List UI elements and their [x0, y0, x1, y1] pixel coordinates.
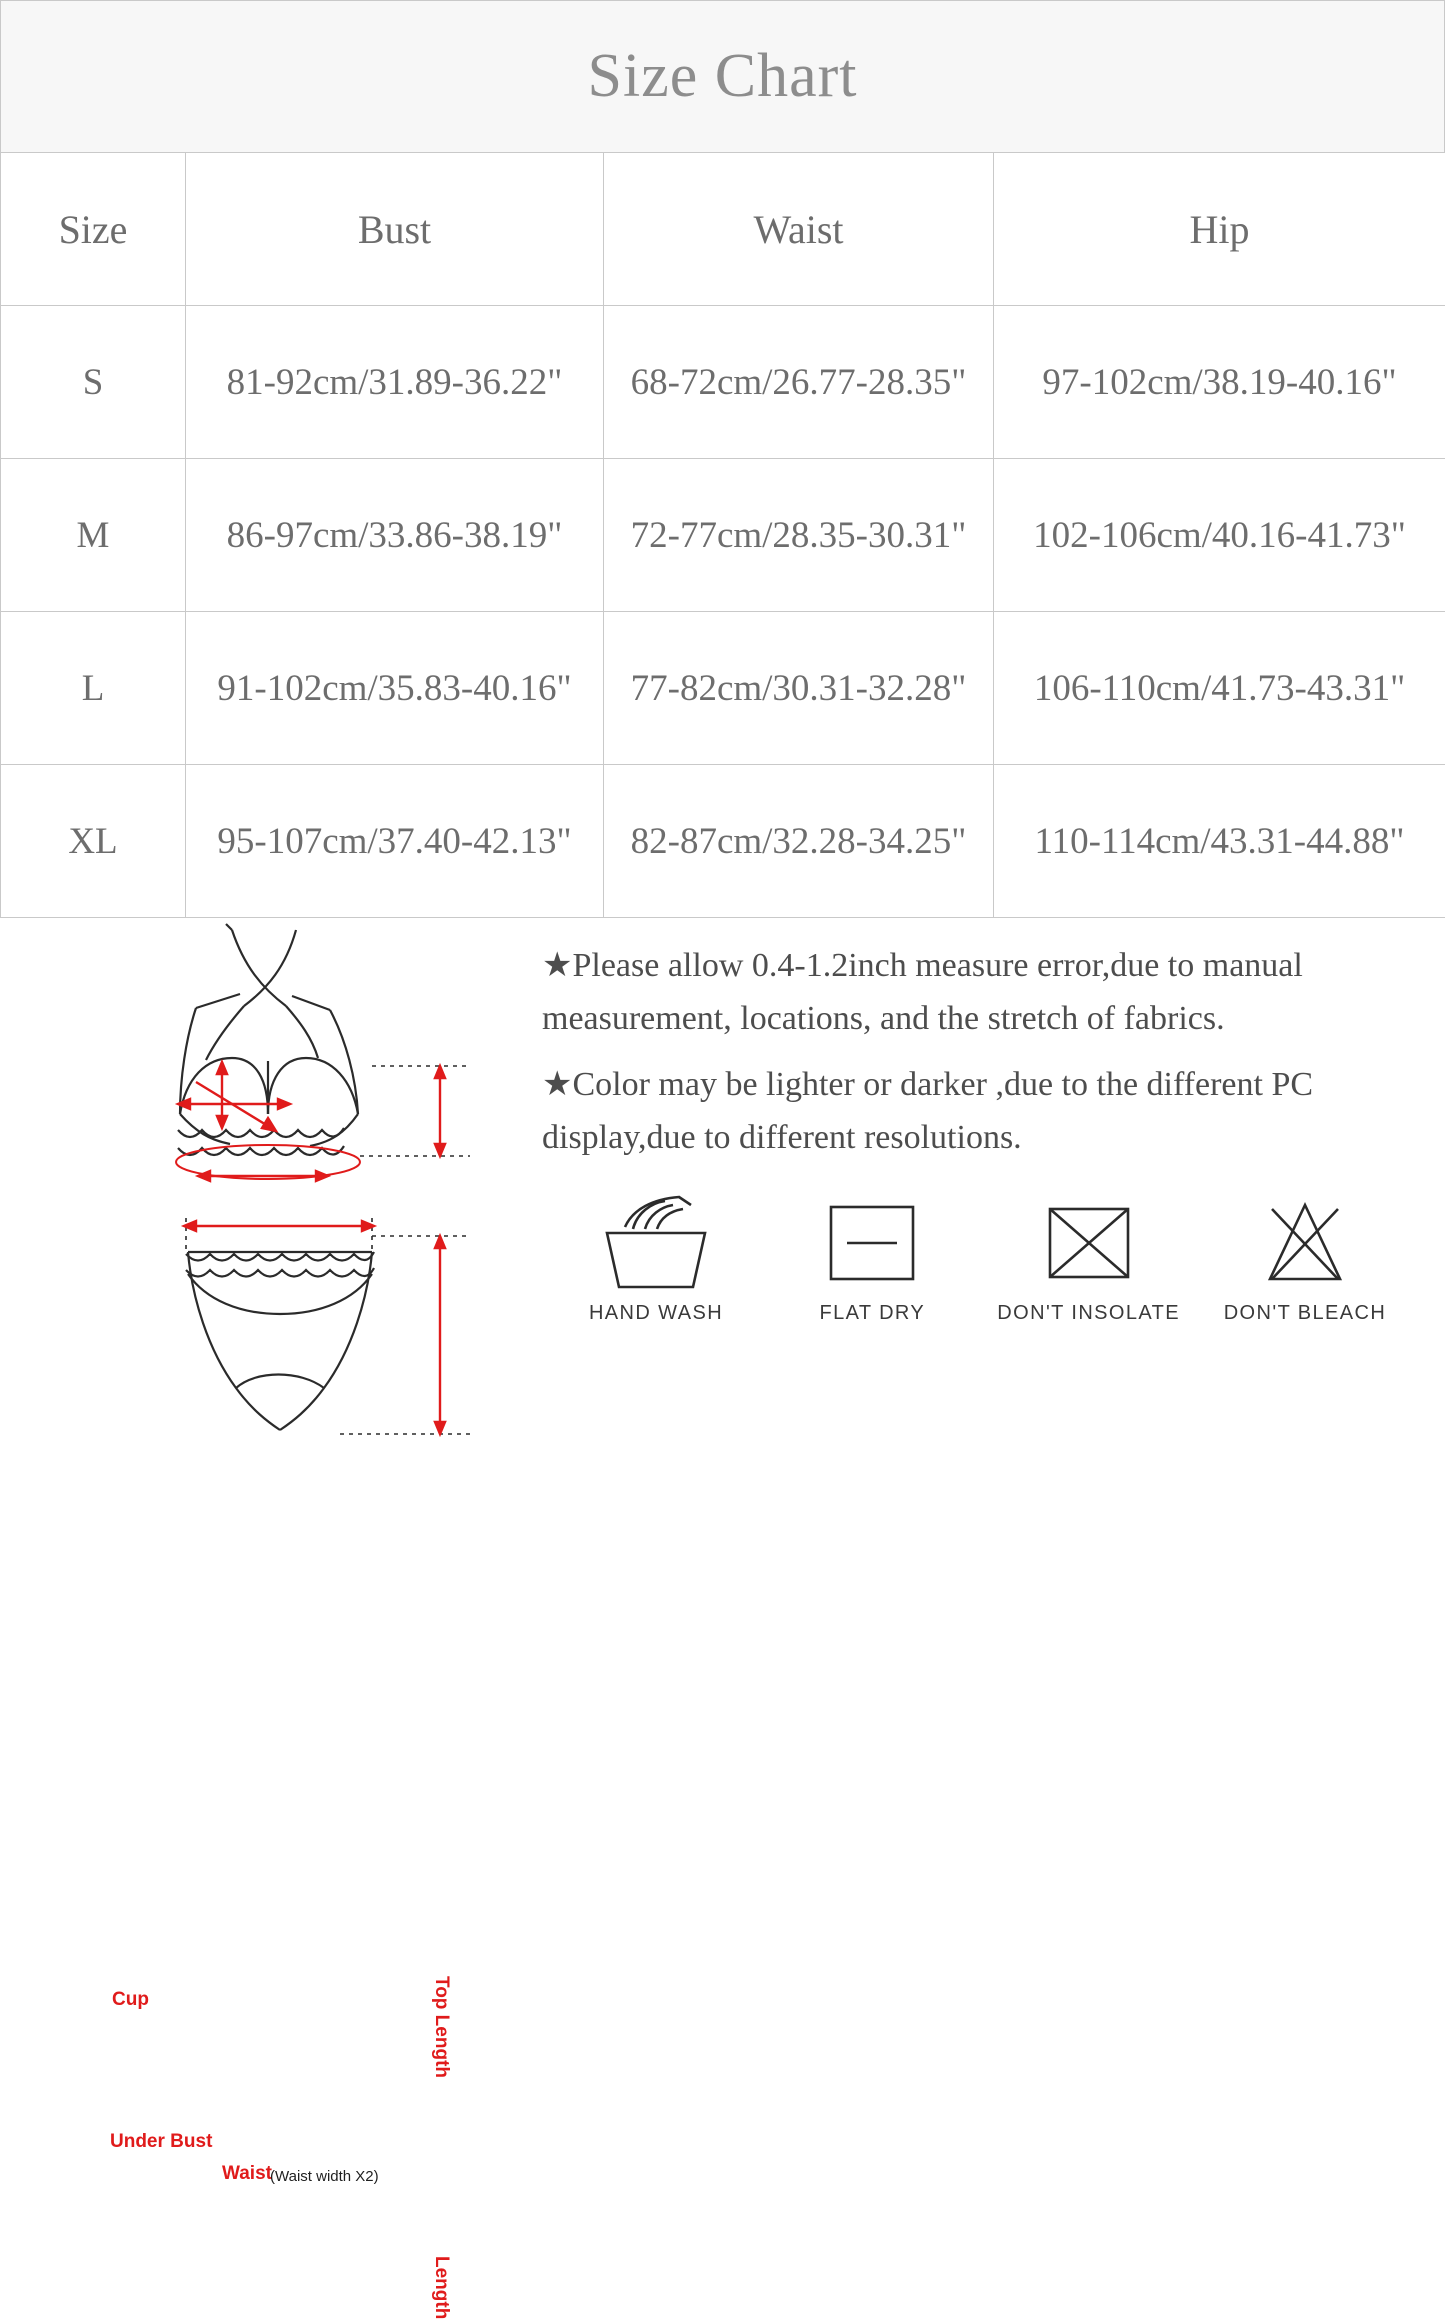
label-cup: Cup — [112, 1989, 149, 2011]
column-header-size: Size — [1, 153, 186, 306]
cell-hip: 106-110cm/41.73-43.31" — [994, 612, 1445, 765]
care-item-dont-insolate — [989, 1191, 1189, 1325]
label-under-bust: Under Bust — [110, 2131, 212, 2153]
care-label-flat-dry: FLAT DRY — [772, 1302, 972, 1325]
note-color-variance: ★Color may be lighter or darker ,due to the different PC display,due to different resolutions. — [542, 1059, 1415, 1164]
cell-bust: 91-102cm/35.83-40.16" — [186, 612, 604, 765]
page-title-bar — [0, 0, 1445, 152]
care-label-dont-insolate: DON'T INSOLATE — [989, 1302, 1189, 1325]
label-waist-note: (Waist width X2) — [270, 2168, 379, 2185]
table-row — [1, 459, 1445, 612]
cell-size: L — [1, 612, 186, 765]
table-row — [1, 765, 1445, 918]
notes-section — [530, 918, 1445, 1453]
garment-diagram-svg — [0, 918, 530, 1453]
cell-bust: 81-92cm/31.89-36.22" — [186, 306, 604, 459]
care-item-flat-dry — [772, 1191, 972, 1325]
note-measure-error: ★Please allow 0.4-1.2inch measure error,due to manual measurement, locations, and the stretch of fabrics. — [542, 940, 1415, 1045]
care-item-dont-bleach — [1205, 1191, 1405, 1325]
do-not-bleach-icon — [1205, 1191, 1405, 1296]
cell-hip: 102-106cm/40.16-41.73" — [994, 459, 1445, 612]
cell-waist: 82-87cm/32.28-34.25" — [604, 765, 994, 918]
cell-waist: 68-72cm/26.77-28.35" — [604, 306, 994, 459]
cell-hip: 97-102cm/38.19-40.16" — [994, 306, 1445, 459]
lower-section — [0, 918, 1445, 1453]
table-row — [1, 306, 1445, 459]
table-header-row — [1, 153, 1445, 306]
table-row — [1, 612, 1445, 765]
cell-hip: 110-114cm/43.31-44.88" — [994, 765, 1445, 918]
cell-bust: 86-97cm/33.86-38.19" — [186, 459, 604, 612]
care-item-hand-wash — [556, 1191, 756, 1325]
cell-size: S — [1, 306, 186, 459]
care-label-dont-bleach: DON'T BLEACH — [1205, 1302, 1405, 1325]
do-not-insolate-icon — [989, 1191, 1189, 1296]
label-waist: Waist — [222, 2163, 272, 2185]
cell-bust: 95-107cm/37.40-42.13" — [186, 765, 604, 918]
column-header-waist: Waist — [604, 153, 994, 306]
label-top-length: Top Length — [430, 1976, 452, 2078]
cell-waist: 77-82cm/30.31-32.28" — [604, 612, 994, 765]
care-label-hand-wash: HAND WASH — [556, 1302, 756, 1325]
size-chart-table — [0, 152, 1445, 918]
hand-wash-icon — [556, 1191, 756, 1296]
cell-size: M — [1, 459, 186, 612]
column-header-hip: Hip — [994, 153, 1445, 306]
cell-waist: 72-77cm/28.35-30.31" — [604, 459, 994, 612]
measurement-diagram — [0, 918, 530, 1453]
care-instructions — [542, 1179, 1415, 1325]
cell-size: XL — [1, 765, 186, 918]
page-title: Size Chart — [588, 41, 858, 112]
column-header-bust: Bust — [186, 153, 604, 306]
label-length: Length — [430, 2256, 452, 2319]
flat-dry-icon — [772, 1191, 972, 1296]
